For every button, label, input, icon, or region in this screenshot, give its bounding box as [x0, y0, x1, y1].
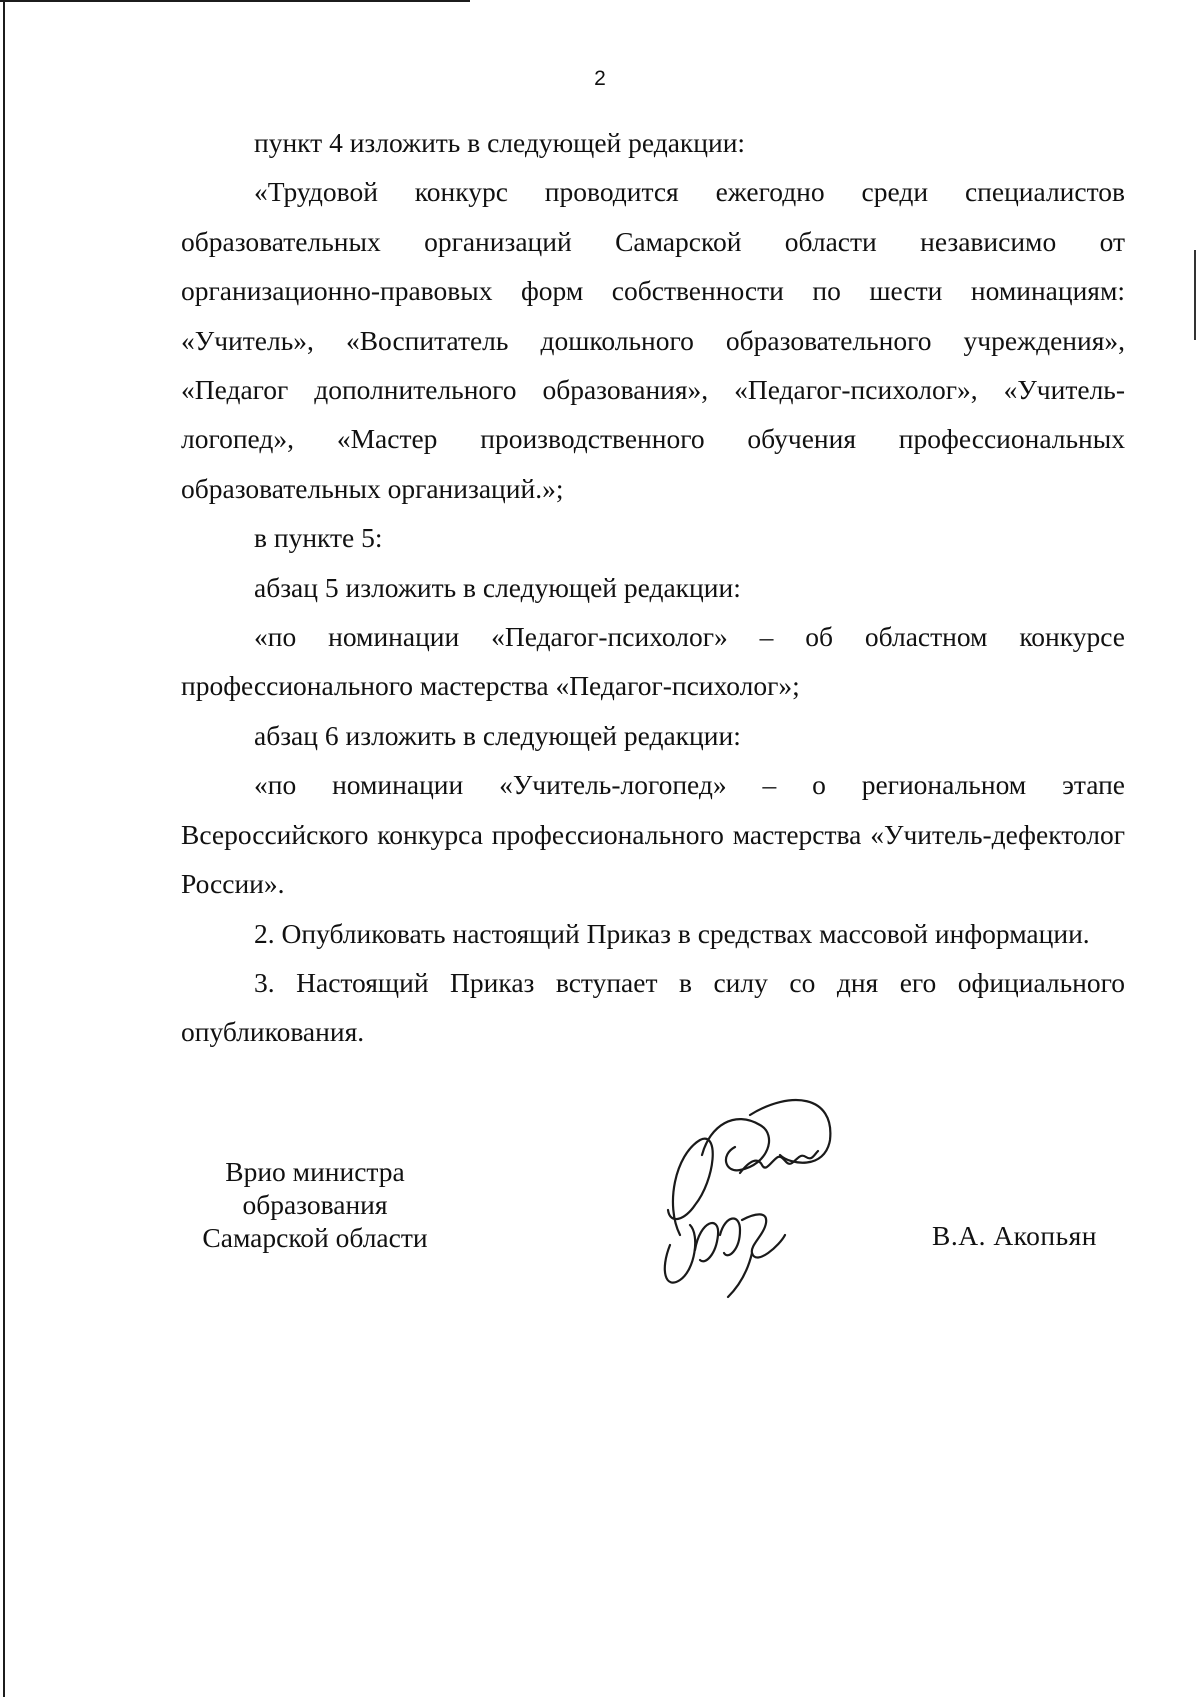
paragraph: в пункте 5: — [254, 522, 383, 554]
signer-position-line: образования — [242, 1189, 388, 1220]
paragraph: 2. Опубликовать настоящий Приказ в средствах массовой информации. — [254, 917, 1090, 949]
paragraph: пункт 4 изложить в следующей редакции: — [254, 127, 746, 158]
scan-edge-left — [3, 0, 5, 1697]
signer-name: В.А. Акопьян — [932, 1220, 1098, 1251]
scan-edge-right — [1194, 250, 1196, 340]
page-number: 2 — [594, 67, 606, 90]
paragraph: 3. Настоящий Приказ вступает в силу со дня его официального опубликования. — [181, 966, 1125, 1048]
signer-position-line: Врио министра — [225, 1156, 405, 1187]
signer-position — [180, 1155, 450, 1254]
paragraph: абзац 6 изложить в следующей редакции: — [254, 719, 741, 751]
paragraph: «по номинации «Педагог-психолог» – об областном конкурсе профессионального мастерства «Педагог-психолог»; — [181, 621, 1125, 702]
handwritten-signature — [640, 1085, 860, 1305]
paragraph: абзац 5 изложить в следующей редакции: — [254, 571, 741, 603]
signer-position-line: Самарской области — [202, 1222, 428, 1253]
paragraph: «Трудовой конкурс проводится ежегодно среди специалистов образовательных организаций Самарской области независимо от организационно-правовых форм собственности по шести номинациям: «Учитель», «Воспитатель дошкольного образовательного учреждения», «Педагог дополнительного образования», «Педагог-психолог», «Учитель-логопед», «Мастер производственного обучения профессиональных образовательных организаций.»; — [181, 176, 1125, 504]
document-body — [181, 118, 1125, 1057]
scan-edge-top — [0, 0, 470, 2]
paragraph: «по номинации «Учитель-логопед» – о региональном этапе Всероссийского конкурса профессионального мастерства «Учитель-дефектолог России». — [181, 769, 1125, 900]
